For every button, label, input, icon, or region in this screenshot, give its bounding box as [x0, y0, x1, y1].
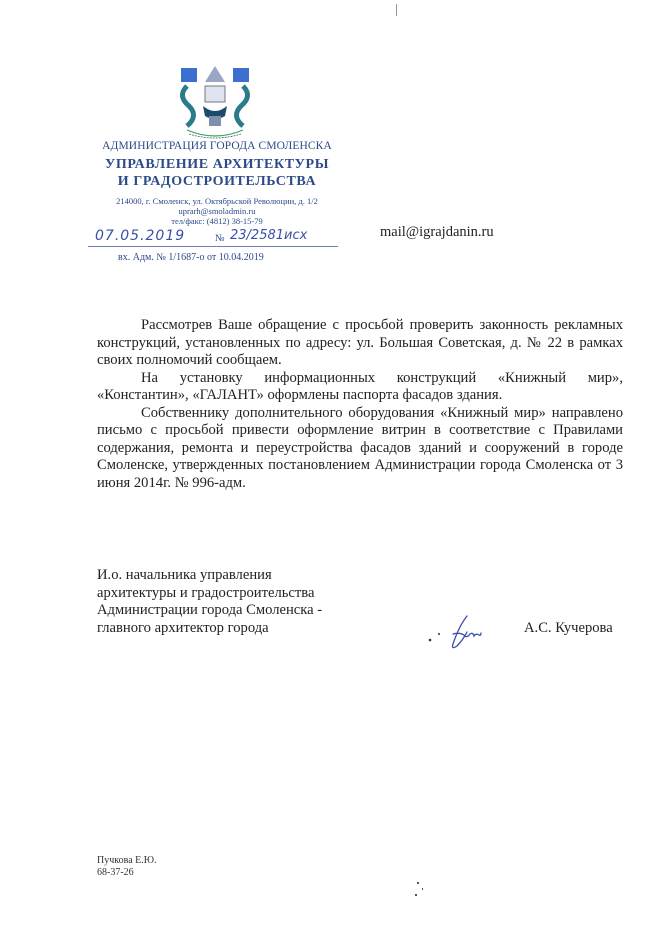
executor-phone: 68-37-26	[97, 867, 134, 878]
body-paragraph-3: Собственнику дополнительного оборудования «Книжный мир» направлено письмо с просьбой привести оформление витрин в соответствие с Правилами содержания, ремонта и переустройства фасадов зданий и сооружений в городе Смоленске, утвержденных постановлением Администрации города Смоленска от 3 июня 2014г. № 996-адм.	[97, 404, 623, 491]
body-paragraph-2: На установку информационных конструкций «Книжный мир», «Константин», «ГАЛАНТ» оформлены паспорта фасадов здания.	[97, 369, 623, 403]
incoming-reference: вх. Адм. № 1/1687-о от 10.04.2019	[118, 252, 264, 263]
body-paragraph-1: Рассмотрев Ваше обращение с просьбой проверить законность рекламных конструкций, установленных по адресу: ул. Большая Советская, д. № 22 в рамках своих полномочий сообщаем.	[97, 317, 623, 368]
executor-info	[97, 855, 157, 879]
executor-name: Пучкова Е.Ю.	[97, 855, 157, 866]
scan-speck	[396, 4, 397, 16]
position-line: архитектуры и градостроительства	[97, 584, 315, 601]
recipient-email: mail@igrajdanin.ru	[380, 224, 494, 240]
document-date: 07.05.2019	[95, 228, 186, 244]
letterhead-address: 214000, г. Смоленск, ул. Октябрьской Революции, д. 1/2	[116, 196, 318, 206]
department-name	[88, 156, 346, 190]
scan-speck	[415, 894, 417, 896]
letterhead-phone: тел/факс: (4812) 38-15-79	[171, 216, 263, 226]
letterhead-contacts	[88, 196, 346, 226]
date-number-underline	[88, 246, 338, 247]
position-line: И.о. начальника управления	[97, 567, 272, 583]
scan-speck	[422, 888, 423, 890]
position-line: главного архитектор города	[97, 619, 269, 636]
letterhead-email: uprarh@smoladmin.ru	[178, 206, 256, 216]
position-line: Администрации города Смоленска -	[97, 602, 323, 618]
coat-of-arms-logo	[165, 64, 265, 144]
signer-name: А.С. Кучерова	[524, 620, 613, 636]
department-line-1: УПРАВЛЕНИЕ АРХИТЕКТУРЫ	[104, 157, 330, 172]
department-line-2: И ГРАДОСТРОИТЕЛЬСТВА	[117, 174, 317, 189]
organization-name: АДМИНИСТРАЦИЯ ГОРОДА СМОЛЕНСКА	[102, 140, 332, 152]
number-label: №	[215, 233, 225, 244]
scan-speck	[417, 882, 419, 884]
document-number: 23/2581исх	[230, 228, 308, 243]
signatory-position	[97, 567, 322, 637]
handwritten-signature	[425, 612, 495, 654]
letter-body	[97, 317, 623, 492]
